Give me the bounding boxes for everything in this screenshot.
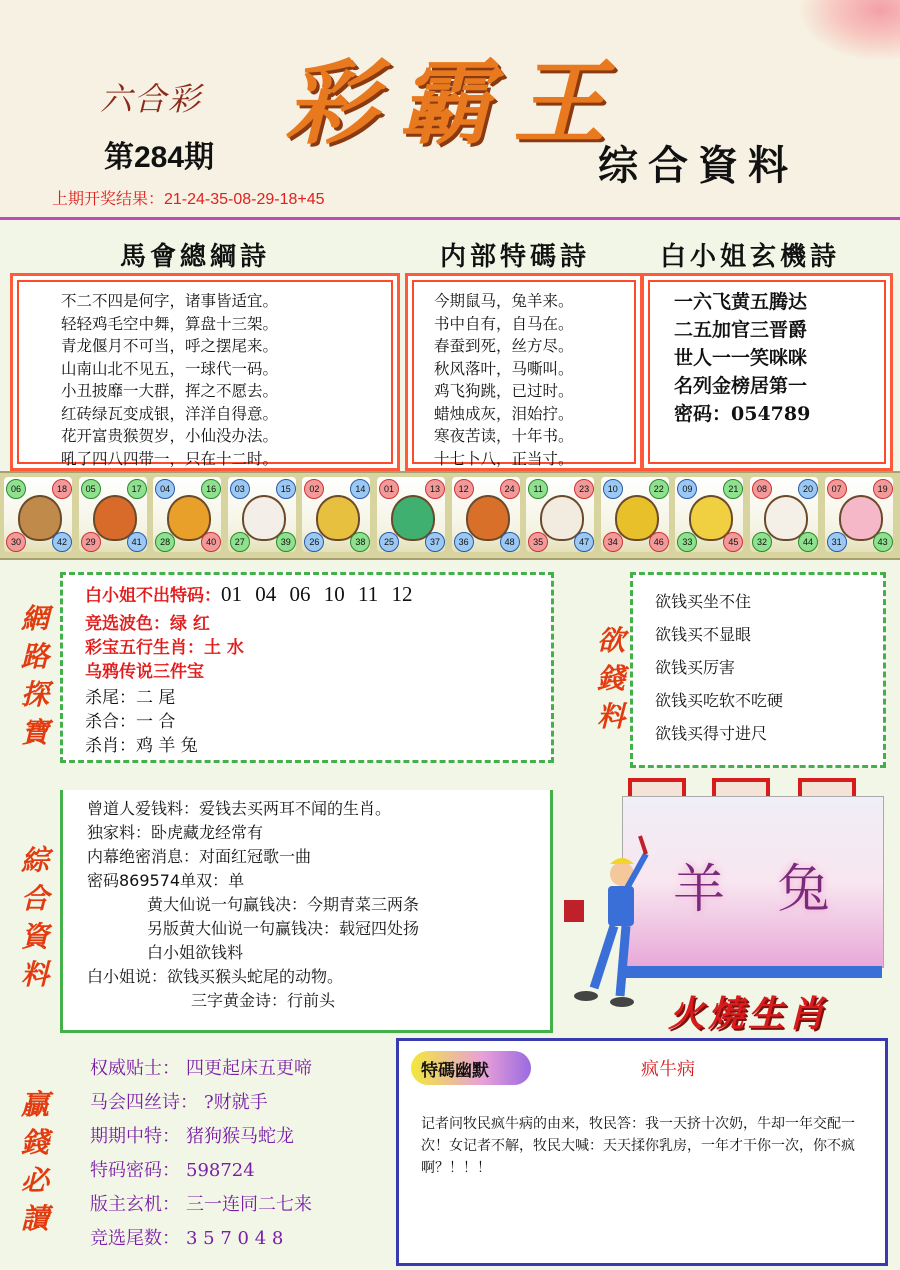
side-label-network: 網路探寶 <box>20 602 49 749</box>
zodiac-cell <box>675 477 743 552</box>
number-ball: 19 <box>873 479 893 499</box>
number-ball: 24 <box>500 479 520 499</box>
miss-poem-line: 密码：054789 <box>674 403 811 425</box>
miss-poem-lines <box>674 288 810 428</box>
inner-poem-line: 秋风落叶，马嘶叫。 <box>434 359 574 378</box>
horse-poem-line: 不二不四是何字，诸事皆适宜。 <box>61 292 279 310</box>
not-special-value: 01 04 06 10 11 12 <box>221 582 413 606</box>
zodiac-cell <box>302 477 370 552</box>
number-ball: 37 <box>425 532 445 552</box>
number-ball: 28 <box>155 532 175 552</box>
miss-poem-line: 一六飞黄五腾达 <box>674 291 808 313</box>
lottery-name: 六合彩 <box>100 80 203 118</box>
billboard-base <box>622 966 882 978</box>
number-ball: 23 <box>574 479 594 499</box>
inner-poem-lines <box>434 290 574 470</box>
must-read-label: 特码密码： <box>90 1160 180 1181</box>
number-ball: 46 <box>649 532 669 552</box>
number-ball: 22 <box>649 479 669 499</box>
subtitle: 综合資料 <box>598 142 798 189</box>
number-ball: 26 <box>304 532 324 552</box>
money-line: 欲钱买坐不住 <box>655 592 752 611</box>
must-read-row <box>90 1052 312 1086</box>
number-ball: 27 <box>230 532 250 552</box>
number-ball: 38 <box>350 532 370 552</box>
zodiac-cell <box>228 477 296 552</box>
inner-poem-line: 蜡烛成灰，泪始拧。 <box>434 404 574 423</box>
number-ball: 47 <box>574 532 594 552</box>
issue-number: 第284期 <box>104 141 215 174</box>
general-line-3: 内幕绝密消息：对面红冠歌一曲 <box>87 847 312 866</box>
header-divider <box>0 217 900 220</box>
must-read-row <box>90 1086 312 1120</box>
number-ball: 14 <box>350 479 370 499</box>
zodiac-cell <box>153 477 221 552</box>
inner-poem-line: 十七卜八，正当寸。 <box>434 449 574 468</box>
zodiac-cell <box>377 477 445 552</box>
number-ball: 31 <box>827 532 847 552</box>
money-line: 欲钱买厉害 <box>655 658 736 677</box>
number-ball: 11 <box>528 479 548 499</box>
horse-poem-lines <box>61 290 278 470</box>
general-line-5: 黄大仙说一句赢钱决：今期青菜三两条 <box>147 895 420 914</box>
number-ball: 17 <box>127 479 147 499</box>
number-ball: 39 <box>276 532 296 552</box>
number-ball: 12 <box>454 479 474 499</box>
general-box <box>60 790 553 1033</box>
number-ball: 09 <box>677 479 697 499</box>
must-read-value: ?财就手 <box>204 1092 268 1113</box>
number-ball: 16 <box>201 479 221 499</box>
must-read-label: 权威贴士： <box>90 1058 180 1079</box>
kill-sum-line: 杀合：一 合 <box>85 712 176 732</box>
number-ball: 03 <box>230 479 250 499</box>
miss-poem-line: 二五加官三晋爵 <box>674 319 808 341</box>
general-line-1: 曾道人爱钱料：爱钱去买两耳不闻的生肖。 <box>87 799 392 818</box>
inner-poem-line: 春蚕到死，丝方尽。 <box>434 337 574 355</box>
number-ball: 48 <box>500 532 520 552</box>
must-read-value: 四更起床五更啼 <box>186 1058 312 1079</box>
must-read-label: 版主玄机： <box>90 1194 180 1215</box>
horse-poem-line: 山南山北不见五，一球代一码。 <box>61 359 279 378</box>
money-line: 欲钱买吃软不吃硬 <box>655 691 784 710</box>
number-ball: 01 <box>379 479 399 499</box>
crow-legend-line: 乌鸦传说三件宝 <box>85 662 204 682</box>
number-ball: 02 <box>304 479 324 499</box>
number-ball: 10 <box>603 479 623 499</box>
side-label-must-read: 贏錢必讀 <box>20 1088 49 1235</box>
humor-title: 疯牛病 <box>641 1059 695 1080</box>
billboard <box>622 796 884 968</box>
horse-poem-line: 青龙偃月不可当，呼之摆尾来。 <box>61 337 279 355</box>
humor-box <box>396 1038 888 1266</box>
number-ball: 34 <box>603 532 623 552</box>
general-line-4: 密码869574单双：单 <box>87 871 245 890</box>
inner-poem-line: 鸡飞狗跳，已过时。 <box>434 382 574 400</box>
zodiac-cell <box>452 477 520 552</box>
money-box <box>630 572 886 768</box>
humor-badge <box>411 1051 531 1085</box>
miss-poem-line: 世人一一笑咪咪 <box>674 347 808 369</box>
number-ball: 08 <box>752 479 772 499</box>
money-lines <box>655 585 783 750</box>
must-read-value: 598724 <box>186 1160 255 1181</box>
title-horse-poem: 馬會總綱詩 <box>120 242 271 272</box>
number-ball: 43 <box>873 532 893 552</box>
must-read-list <box>90 1052 312 1256</box>
must-read-value: 三一连同二七来 <box>186 1194 312 1215</box>
horse-poem-line: 吼了四八四带一，只在十二时。 <box>61 449 279 468</box>
inner-poem-box <box>412 280 636 468</box>
must-read-value: 猪狗猴马蛇龙 <box>186 1126 294 1147</box>
number-ball: 44 <box>798 532 818 552</box>
number-ball: 32 <box>752 532 772 552</box>
must-read-label: 马会四丝诗： <box>90 1092 198 1113</box>
inner-poem-line: 书中自有，自马在。 <box>434 314 574 333</box>
zodiac-cell <box>601 477 669 552</box>
painter-icon <box>560 830 650 1010</box>
inner-poem-line: 今期鼠马，兔羊来。 <box>434 292 574 310</box>
number-ball: 33 <box>677 532 697 552</box>
number-ball: 04 <box>155 479 175 499</box>
number-ball: 42 <box>52 532 72 552</box>
network-box <box>60 572 554 763</box>
zodiac-cell <box>79 477 147 552</box>
general-line-2: 独家料：卧虎藏龙经常有 <box>87 823 264 842</box>
number-ball: 21 <box>723 479 743 499</box>
wave-color-line: 竞选波色：绿 红 <box>85 614 210 634</box>
general-line-7: 白小姐欲钱料 <box>147 943 244 962</box>
must-read-label: 竞选尾数： <box>90 1228 180 1249</box>
kill-tail-line: 杀尾：二 尾 <box>85 688 176 708</box>
must-read-row <box>90 1188 312 1222</box>
horse-poem-line: 花开富贵猴贺岁，小仙没办法。 <box>61 427 279 445</box>
must-read-value: 3 5 7 0 4 8 <box>186 1228 284 1249</box>
number-ball: 25 <box>379 532 399 552</box>
number-ball: 30 <box>6 532 26 552</box>
zodiac-cell <box>825 477 893 552</box>
number-ball: 06 <box>6 479 26 499</box>
zodiac-cell <box>750 477 818 552</box>
humor-body: 记者问牧民疯牛病的由来，牧民答：我一天挤十次奶，牛却一年交配一次！女记者不解，牧民大喊：天天揉你乳房，一年才干你一次，你不疯啊？！！！ <box>421 1116 855 1176</box>
must-read-row <box>90 1120 312 1154</box>
zodiac-cell <box>4 477 72 552</box>
zodiac-cell <box>526 477 594 552</box>
general-line-6: 另版黄大仙说一句赢钱决：载冠四处扬 <box>147 919 420 938</box>
number-ball: 29 <box>81 532 101 552</box>
number-ball: 36 <box>454 532 474 552</box>
general-line-9: 三字黄金诗：行前头 <box>191 991 336 1010</box>
kill-zodiac-line: 杀肖：鸡 羊 兔 <box>85 736 198 756</box>
number-ball: 13 <box>425 479 445 499</box>
money-line: 欲钱买不显眼 <box>655 625 752 644</box>
general-line-8: 白小姐说：欲钱买猴头蛇尾的动物。 <box>87 967 344 986</box>
network-line-1 <box>85 581 412 607</box>
miss-poem-line: 名列金榜居第一 <box>674 375 808 397</box>
brand-logo: 彩霸王 <box>285 49 628 157</box>
zodiac-strip <box>0 471 900 560</box>
number-ball: 18 <box>52 479 72 499</box>
must-read-row <box>90 1154 312 1188</box>
fire-zodiac-caption: 火燒生肖 <box>668 993 829 1035</box>
humor-badge-text: 特碼幽默 <box>421 1061 489 1081</box>
money-line: 欲钱买得寸进尺 <box>655 724 768 743</box>
not-special-label: 白小姐不出特码： <box>85 586 221 606</box>
number-ball: 35 <box>528 532 548 552</box>
horse-poem-line: 小丑披靡一大群，挥之不愿去。 <box>61 382 279 400</box>
number-ball: 40 <box>201 532 221 552</box>
horse-poem-line: 红砖绿瓦变成银，洋洋自得意。 <box>61 404 279 423</box>
last-result: 上期开奖结果：21-24-35-08-29-18+45 <box>52 191 325 208</box>
five-element-line: 彩宝五行生肖：土 水 <box>85 638 244 658</box>
billboard-zodiac: 羊 兔 <box>673 860 848 920</box>
number-ball: 41 <box>127 532 147 552</box>
side-label-general: 綜合資料 <box>20 844 49 991</box>
must-read-row <box>90 1222 312 1256</box>
inner-poem-line: 寒夜苦读，十年书。 <box>434 427 574 445</box>
miss-poem-box <box>648 280 886 464</box>
number-ball: 15 <box>276 479 296 499</box>
number-ball: 45 <box>723 532 743 552</box>
number-ball: 07 <box>827 479 847 499</box>
side-label-money: 欲錢料 <box>596 624 625 733</box>
horse-poem-box <box>17 280 393 468</box>
must-read-label: 期期中特： <box>90 1126 180 1147</box>
title-miss-poem: 白小姐玄機詩 <box>660 242 841 272</box>
number-ball: 05 <box>81 479 101 499</box>
horse-poem-line: 轻轻鸡毛空中舞，算盘十三架。 <box>61 314 279 333</box>
number-ball: 20 <box>798 479 818 499</box>
title-inner-poem: 内部特碼詩 <box>440 242 591 272</box>
